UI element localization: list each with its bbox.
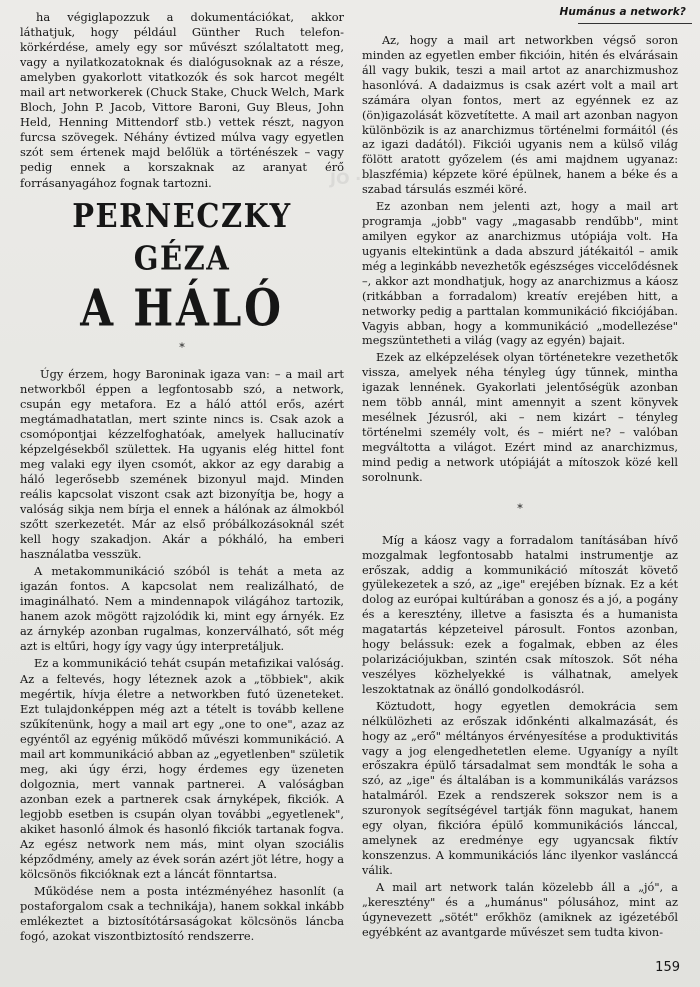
article-author: PERNECZKY GÉZA bbox=[72, 196, 292, 277]
body-paragraph: Ezek az elképzelések olyan történetekre vezethetők vissza, amelyek néha tényleg úgy tűnnek, mintha igazak lennének. Gyakorlati jelentőségük azonban nem több annál, mint amennyit a szent könyvek mesélnek Jézusról, aki – nem kizárt – tényleg történelmi személy volt, és – miért ne? – valóban megváltotta a világot. Ezért mind az anarchizmus, mind pedig a network utópiáját a mítoszok közé kell sorolnunk. bbox=[362, 351, 678, 484]
body-paragraph: Úgy érzem, hogy Baroninak igaza van: – a mail art networkből éppen a legfontosabb szó, a network, csupán egy metafora. Ez a háló attól erős, azért megtámadhatatlan, mert szinte nincs is. Csak azok a csomópontjai kézzelfoghatóak, amelyek hallucinatív képzelgésekből születtek. Ha ugyanis elég hittel font meg valaki egy ilyen csomót, akkor az egy darabig a háló legerősebb szemének bizonyul majd. Minden reális kapcsolat viszont csak azt bizonyítja be, hogy a valóság sikja nem bírja el ennek a hálónak az álmokból szőtt szerkezetét. Már az első próbálkozásoknál szét kell hogy szakadjon. Akár a pókháló, ha emberi használatba vesszük. bbox=[20, 366, 344, 562]
page-number: 159 bbox=[655, 960, 680, 975]
intro-paragraph: ha végiglapozzuk a dokumentációkat, akkor láthatjuk, hogy például Günther Ruch telefon-körkérdése, amely egy sor művészt szólaltatott meg, vagy a nyilatkozatoknak és dialógusoknak az a része, amelyben gyakorlott vitatkozók és sok harcot megélt mail art networkerek (Chuck Stake, Chuck Welch, Mark Bloch, John P. Jacob, Vittore Baroni, Guy Bleus, John Held, Henning Mittendorf stb.) vettek részt, nagyon furcsa szövegek. Néhány évtized múlva vagy egyetlen szót sem értenek majd belőlük a történészek – vagy pedig ennek a korszaknak az aranyat érő forrásanyagához fognak tartozni. bbox=[20, 10, 344, 190]
section-separator: * bbox=[179, 340, 185, 354]
section-separator: * bbox=[517, 501, 523, 515]
body-paragraph: Köztudott, hogy egyetlen demokrácia sem nélkülözheti az erőszak időnkénti alkalmazását, és hogy az „erő" méltányos érvényesítése a produktivitás vagy a jog elengedhetetlen eleme. Ugyanígy a nyílt erőszakra épülő társadalmat sem mondták le soha a szó, az „ige" és általában is a kommunikálás varázsos hatalmáról. Ezek a rendszerek sokszor nem is a szuronyok segítségével tartják fönn magukat, hanem egy olyan, fikcióra épülő kommunikációs lánccal, amelynek az eredménye egy ugyancsak fiktív konszenzus. A kommunikációs lánc ilyenkor vaslánccá válik. bbox=[362, 699, 678, 877]
header-rule bbox=[578, 23, 692, 24]
left-column bbox=[20, 10, 344, 946]
right-column bbox=[362, 34, 678, 943]
bleed-through-text: JÓ ∙ ∙ ∙ bbox=[330, 169, 385, 188]
body-paragraph: Ez azonban nem jelenti azt, hogy a mail art programja „jobb" vagy „magasabb rendűbb", mint amilyen egykor az anarchizmus utópiája volt. Ha ugyanis eltekintünk a dada abszurd játékaitól – amik még a leginkább nevezhetők egészséges viccelődésnek –, akkor azt mondhatjuk, hogy az anarchizmus a káosz (ritkábban a forradalom) kreatív erejében hitt, a networky pedig a parttalan kommunikáció fikciójában. Vagyis abban, hogy a kommunikáció „modellezése" megszüntetheti a világ (vagy az egyén) bajait. bbox=[362, 200, 678, 348]
body-paragraph: A metakommunikáció szóból is tehát a meta az igazán fontos. A kapcsolat nem realizálható, de imaginálható. Nem a mindennapok világához tartozik, hanem azok mögött rajzolódik ki, mint egy árnyék. Ez az árnykép azonban rugalmas, konzerválható, sőt még azt is eltűri, hogy így vagy úgy interpretáljuk. bbox=[20, 564, 344, 654]
body-paragraph: Míg a káosz vagy a forradalom tanításában hívő mozgalmak legfontosabb hatalmi instrumentje az erőszak, addig a kommunikáció mítoszát követő gyülekezetek a szó, az „ige" erejében bíznak. Ez a két dolog az európai kultúrában a gonosz és a jó, a pogány és a keresztény, illetve a fasiszta és a humanista magatartás képzeteivel párosult. Fontos azonban, hogy belássuk: ezek a fogalmak, ebben az éles polarizációjukban, szintén csak mítoszok. Sőt néha veszélyes közhelyekké is válhatnak, amelyek leszoktatnak az önálló gondolkodásról. bbox=[362, 533, 678, 696]
body-paragraph: Ez a kommunikáció tehát csupán metafizikai valóság. Az a feltevés, hogy léteznek azok a „többiek", akik megértik, hívja életre a networkben futó üzeneteket. Ezt tulajdonképpen még azt a tételt is tovább kellene szűkítenünk, hogy a mail art egy „one to one", azaz az egyéntől az egyénig működő művészi kommunikáció. A mail art kommunikáció abban az „egyetlenben" születik meg, aki úgy érzi, hogy érdemes egy üzeneten dolgoznia, mert vannak partnerei. A valóságban azonban ezek a partnerek csak árnyképek, fikciók. A legjobb esetben is csupán olyan további „egyetlenek", akiket hasonló álmok és hasonló fikciók tartanak fogva. Az egész network nem más, mint olyan szociális képződmény, amely az évek során azért jöt létre, hogy a kölcsönös fikcióknak ezt a láncát fönntartsa. bbox=[20, 656, 344, 882]
body-paragraph: Az, hogy a mail art networkben végső soron minden az egyetlen ember fikcióin, hitén és elvárásain áll vagy bukik, teszi a mail artot az anarchizmushoz hasonlóvá. A dadaizmus is csak azért volt a mail art számára olyan fontos, mert az egyénnek ez az (ön)igazolását közvetítette. A mail art azonban nagyon különbözik is az anarchizmus történelmi formáitól (és az igazi dadától). Fikciói ugyanis nem a külső világ fölött aratott győzelem (és ami majdnem ugyanaz: blaszfémia) képzete köré épülnek, hanem a béke és a szabad társulás eszméi köré. bbox=[362, 34, 678, 197]
article-title: A HÁLÓ bbox=[80, 277, 284, 338]
running-header: Humánus a network? bbox=[559, 6, 686, 18]
body-paragraph: A mail art network talán közelebb áll a „jó", a „keresztény" és a „humánus" pólusához, mint az úgynevezett „sötét" erőkhöz (amiknek az igézetéből egyébként az avantgarde művészet sem tudta kivon- bbox=[362, 880, 678, 939]
article-title-block bbox=[20, 196, 344, 338]
body-paragraph: Működése nem a posta intézményéhez hasonlít (a postaforgalom csak a technikája), hanem sokkal inkább emlékeztet a biztosítótársaságokat kölcsönös láncba fogó, azokat viszontbiztosító rendszerre. bbox=[20, 884, 344, 944]
